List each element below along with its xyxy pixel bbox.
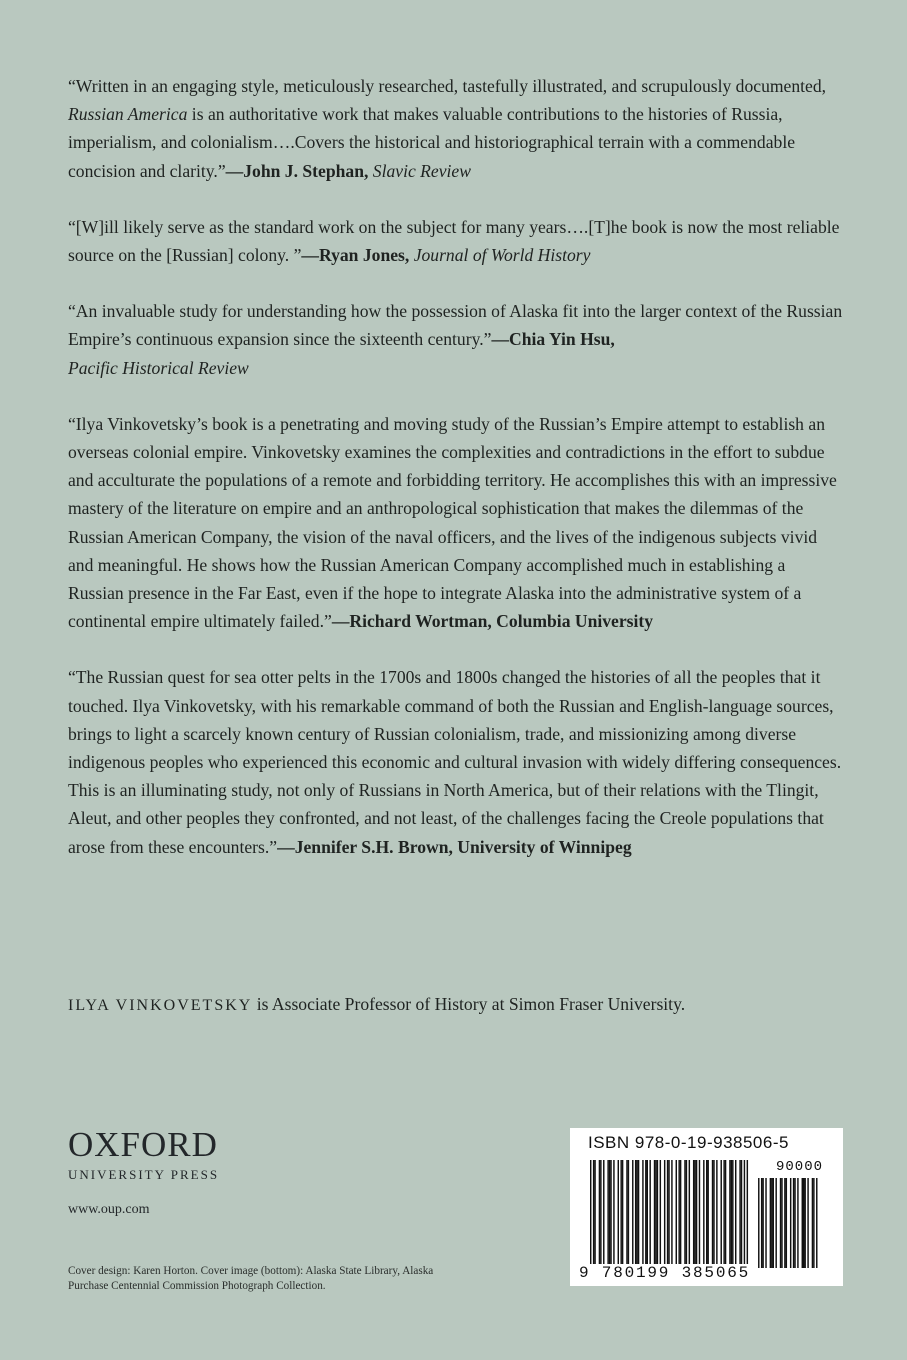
quote-text: is an authoritative work that makes valuable contributions to the histories of Russia, imperialism, and colonialism….Covers the historical and historiographical terrain with a commendable concision and clarity.” — [68, 104, 796, 181]
author-bio — [68, 990, 868, 1020]
barcode-bar — [707, 1160, 708, 1268]
barcode-bar — [725, 1160, 726, 1268]
barcode-bar — [762, 1178, 763, 1268]
barcode-bar — [729, 1160, 730, 1268]
barcode-bar — [610, 1160, 611, 1268]
cover-credits: Cover design: Karen Horton. Cover image (bottom): Alaska State Library, Alaska Purchase Centennial Commission Photograph Collection. — [68, 1265, 434, 1292]
barcode-bar — [609, 1160, 610, 1268]
barcode-bar — [626, 1160, 627, 1268]
barcode-bar — [813, 1178, 814, 1268]
barcode-bar — [758, 1178, 759, 1268]
barcode-bar — [802, 1178, 803, 1268]
barcode-bar — [628, 1160, 629, 1268]
barcode-bar — [599, 1160, 600, 1268]
barcode-bar — [747, 1160, 748, 1268]
barcode-bar — [790, 1178, 791, 1268]
barcode-bar — [739, 1160, 740, 1268]
barcode-bar — [684, 1160, 685, 1268]
barcode-bar — [649, 1160, 650, 1268]
quote-author: —Richard Wortman, Columbia University — [331, 611, 654, 632]
barcode-bar — [694, 1160, 695, 1268]
barcode-bar — [793, 1178, 794, 1268]
barcode-bar — [622, 1160, 623, 1268]
barcode-bar — [706, 1160, 707, 1268]
barcode-bar — [770, 1178, 771, 1268]
author-bio-text: is Associate Professor of History at Simon Fraser University. — [252, 994, 686, 1014]
barcode-bar — [638, 1160, 639, 1268]
barcode-bar — [686, 1160, 687, 1268]
barcode-bars — [590, 1160, 824, 1272]
barcode-bar — [703, 1160, 704, 1268]
quote-publication: Journal of World History — [413, 245, 591, 266]
barcode-bar — [731, 1160, 732, 1268]
quote-hsu — [68, 297, 843, 382]
publisher-logo — [68, 1125, 268, 1183]
barcode-bar — [620, 1160, 621, 1268]
barcode-bar — [600, 1160, 601, 1268]
barcode-bar — [645, 1160, 646, 1268]
barcode-bar — [794, 1178, 795, 1268]
quote-text: “Written in an engaging style, meticulously researched, tastefully illustrated, and scrupulously documented, — [68, 76, 827, 96]
barcode-bar — [680, 1160, 681, 1268]
barcode-bar — [654, 1160, 655, 1268]
barcode-bar — [781, 1178, 782, 1268]
barcode-bar — [613, 1160, 614, 1268]
barcode-bar — [667, 1160, 668, 1268]
barcode-bar — [713, 1160, 714, 1268]
barcode-bar — [761, 1178, 762, 1268]
barcode-bar — [721, 1160, 722, 1268]
barcode-bar — [678, 1160, 679, 1268]
barcode-bar — [784, 1178, 785, 1268]
barcode-bar — [676, 1160, 677, 1268]
quote-stephan — [68, 72, 843, 185]
quote-attribution — [301, 245, 590, 265]
barcode-bar — [636, 1160, 637, 1268]
quote-author: —John J. Stephan, — [225, 160, 373, 181]
quote-jones — [68, 213, 843, 269]
barcode-bar — [696, 1160, 697, 1268]
barcode-bar — [594, 1160, 595, 1268]
barcode-bar — [657, 1160, 658, 1268]
quote-text: “An invaluable study for understanding how the possession of Alaska fit into the larger context of the Russian Empire’s continuous expansion since the sixteenth century.” — [68, 301, 843, 350]
barcode-bar — [655, 1160, 656, 1268]
publisher-website: www.oup.com — [68, 1202, 150, 1217]
barcode-bar — [723, 1160, 724, 1268]
barcode-bar — [618, 1160, 619, 1268]
publisher-subtitle: UNIVERSITY PRESS — [68, 1167, 220, 1182]
barcode-bar — [732, 1160, 733, 1268]
barcode-bar — [699, 1160, 700, 1268]
barcode-digits: 9 780199 385065 — [576, 1264, 753, 1282]
barcode-bar — [671, 1160, 672, 1268]
barcode-bar — [771, 1178, 772, 1268]
review-quotes — [68, 72, 843, 889]
barcode-bar — [812, 1178, 813, 1268]
quote-wortman — [68, 410, 843, 636]
quote-publication: Slavic Review — [372, 160, 471, 181]
barcode-bar — [712, 1160, 713, 1268]
barcode-bar — [660, 1160, 661, 1268]
barcode-bar — [807, 1178, 808, 1268]
barcode-bar — [635, 1160, 636, 1268]
barcode-bar — [741, 1160, 742, 1268]
barcode-bar — [603, 1160, 604, 1268]
publisher-name: OXFORD — [68, 1125, 218, 1164]
barcode-bar — [780, 1178, 781, 1268]
barcode-bar — [804, 1178, 805, 1268]
barcode-bar — [765, 1178, 766, 1268]
quote-author: —Jennifer S.H. Brown, University of Winnipeg — [277, 836, 632, 857]
price-code: 90000 — [775, 1159, 823, 1175]
barcode-bar — [735, 1160, 736, 1268]
quote-author: —Ryan Jones, — [301, 245, 414, 266]
barcode-bar — [642, 1160, 643, 1268]
quote-text: “[W]ill likely serve as the standard work on the subject for many years….[T]he book is now the most reliable source on the [Russian] colony. ” — [68, 216, 840, 266]
quote-publication: Pacific Historical Review — [68, 357, 249, 378]
barcode-bar — [664, 1160, 665, 1268]
barcode-bar — [816, 1178, 817, 1268]
barcode-bar — [786, 1178, 787, 1268]
barcode-bar — [632, 1160, 633, 1268]
barcode-bar — [744, 1160, 745, 1268]
quote-text: “Ilya Vinkovetsky’s book is a penetrating and moving study of the Russian’s Empire attempt to establish an overseas colonial empire. Vinkovetsky examines the complexities and contradictions in the effort to subdue and acculturate the populations of a remote and forbidding territory. He accomplishes this with an impressive mastery of the literature on empire and an anthropological sophistication that makes the dilemmas of the Russian American Company, the vision of the naval officers, and the lives of the indigenous subjects vivid and meaningful. He shows how the Russian American Company accomplished much in establishing a Russian presence in the Far East, even if the hope to integrate Alaska into the administrative system of a continental empire ultimately failed.” — [68, 413, 837, 632]
quote-text: “The Russian quest for sea otter pelts in the 1700s and 1800s changed the histories of all the peoples that it touched. Ilya Vinkovetsky, with his remarkable command of both the Russian and English-language sources, brings to light a scarcely known century of Russian colonialism, trade, and missionizing among diverse indigenous peoples who experienced this economic and cultural invasion with widely differing consequences. This is an illuminating study, not only of Russians in North America, but of their relations with the Tlingit, Aleut, and other peoples they confronted, and not least, of the challenges facing the Creole populations that arose from these encounters.” — [68, 667, 842, 857]
barcode-bar — [773, 1178, 774, 1268]
barcode-bar — [647, 1160, 648, 1268]
isbn-barcode — [570, 1128, 843, 1286]
barcode-bar — [716, 1160, 717, 1268]
isbn-number: ISBN 978-0-19-938506-5 — [588, 1133, 789, 1152]
barcode-bar — [693, 1160, 694, 1268]
book-title: Russian America — [68, 104, 188, 125]
quote-attribution — [226, 161, 471, 181]
barcode-bar — [775, 1178, 776, 1268]
barcode-bar — [590, 1160, 591, 1268]
author-name: ILYA VINKOVETSKY — [68, 997, 253, 1014]
barcode-bar — [593, 1160, 594, 1268]
barcode-bar — [668, 1160, 669, 1268]
barcode-bar — [797, 1178, 798, 1268]
quote-author: —Chia Yin Hsu, — [491, 329, 615, 350]
barcode-bar — [689, 1160, 690, 1268]
barcode-bar — [607, 1160, 608, 1268]
barcode-bar — [803, 1178, 804, 1268]
quote-brown — [68, 663, 843, 860]
